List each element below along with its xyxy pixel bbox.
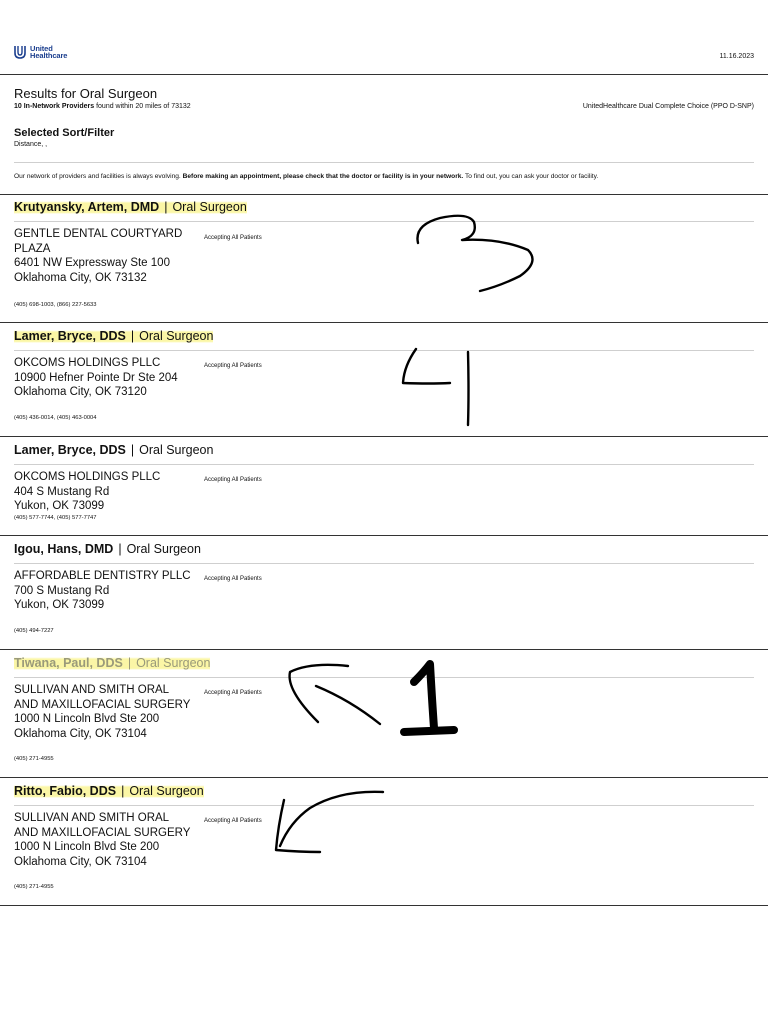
city-state-zip: Oklahoma City, OK 73104 xyxy=(14,727,147,740)
provider-name-row: Igou, Hans, DMD | Oral Surgeon xyxy=(14,542,201,556)
accepting-status: Accepting All Patients xyxy=(204,818,262,824)
sort-filter-title: Selected Sort/Filter xyxy=(14,127,115,139)
accepting-status: Accepting All Patients xyxy=(204,477,262,483)
city-state-zip: Oklahoma City, OK 73132 xyxy=(14,271,147,284)
facility-name: SULLIVAN AND SMITH ORAL AND MAXILLOFACIAL SURGERY xyxy=(14,812,191,839)
provider-phone: (405) 698-1003, (866) 227-5633 xyxy=(14,302,97,308)
city-state-zip: Oklahoma City, OK 73104 xyxy=(14,855,147,868)
street-address: 10900 Hefner Pointe Dr Ste 204 xyxy=(14,371,178,384)
accepting-status: Accepting All Patients xyxy=(204,235,262,241)
facility-name: OKCOMS HOLDINGS PLLC xyxy=(14,471,161,483)
accepting-status: Accepting All Patients xyxy=(204,363,262,369)
handwritten-number-1 xyxy=(404,664,454,732)
accepting-status: Accepting All Patients xyxy=(204,576,262,582)
notice-text: Our network of providers and facilities is always evolving. xyxy=(14,173,181,180)
provider-name-row: Tiwana, Paul, DDS | Oral Surgeon xyxy=(14,656,211,670)
city-state-zip: Oklahoma City, OK 73120 xyxy=(14,386,147,399)
provider-phone: (405) 271-4955 xyxy=(14,756,54,762)
facility-name: SULLIVAN AND SMITH ORAL AND MAXILLOFACIAL SURGERY xyxy=(14,684,191,711)
handwritten-arrow-down-left xyxy=(276,792,383,852)
handwritten-arrow-left xyxy=(290,665,380,724)
provider-name-row: Lamer, Bryce, DDS | Oral Surgeon xyxy=(14,443,214,457)
handwritten-number-4 xyxy=(403,349,469,425)
accepting-status: Accepting All Patients xyxy=(204,690,262,696)
plan-name: UnitedHealthcare Dual Complete Choice (PPO D-SNP) xyxy=(582,103,754,110)
search-location: found within 20 miles of 73132 xyxy=(96,103,191,110)
provider-name-row: Krutyansky, Artem, DMD | Oral Surgeon xyxy=(14,200,247,214)
city-state-zip: Yukon, OK 73099 xyxy=(14,500,105,513)
provider-phone: (405) 577-7744, (405) 577-7747 xyxy=(14,515,97,521)
notice-bold: Before making an appointment, please check that the doctor or facility is in your network. xyxy=(182,173,464,180)
facility-name: AFFORDABLE DENTISTRY PLLC xyxy=(14,570,191,582)
provider-phone: (405) 494-7227 xyxy=(14,628,54,634)
provider-name: Lamer, Bryce, DDS xyxy=(14,443,126,457)
facility-name: OKCOMS HOLDINGS PLLC xyxy=(14,357,161,369)
handwritten-number-3 xyxy=(417,216,532,291)
logo-line2: Healthcare xyxy=(30,51,68,60)
provider-name-row: Lamer, Bryce, DDS | Oral Surgeon xyxy=(14,329,214,343)
provider-specialty: Oral Surgeon xyxy=(172,200,247,214)
street-address: 1000 N Lincoln Blvd Ste 200 xyxy=(14,841,160,854)
provider-name: Krutyansky, Artem, DMD xyxy=(14,200,160,214)
sort-filter-value: Distance, , xyxy=(14,141,48,148)
provider-specialty: Oral Surgeon xyxy=(126,542,201,556)
city-state-zip: Yukon, OK 73099 xyxy=(14,599,105,612)
provider-name-row: Ritto, Fabio, DDS | Oral Surgeon xyxy=(14,784,204,798)
street-address: 404 S Mustang Rd xyxy=(14,485,110,498)
street-address: 6401 NW Expressway Ste 100 xyxy=(14,257,170,270)
results-title: Results for Oral Surgeon xyxy=(14,86,158,101)
street-address: 700 S Mustang Rd xyxy=(14,584,110,597)
provider-phone: (405) 436-0014, (405) 463-0004 xyxy=(14,415,97,421)
notice-text-2: To find out, you can ask your doctor or facility. xyxy=(464,173,599,180)
street-address: 1000 N Lincoln Blvd Ste 200 xyxy=(14,713,160,726)
report-date: 11.16.2023 xyxy=(719,53,754,60)
logo-line1: United xyxy=(30,44,53,53)
provider-specialty: Oral Surgeon xyxy=(129,784,204,798)
provider-specialty: Oral Surgeon xyxy=(136,656,211,670)
provider-phone: (405) 271-4955 xyxy=(14,884,54,890)
provider-name: Tiwana, Paul, DDS xyxy=(14,656,123,670)
provider-name: Ritto, Fabio, DDS xyxy=(14,784,117,798)
provider-specialty: Oral Surgeon xyxy=(139,443,214,457)
provider-specialty: Oral Surgeon xyxy=(139,329,214,343)
provider-name: Igou, Hans, DMD xyxy=(14,542,114,556)
provider-count: 10 In-Network Providers xyxy=(14,103,95,110)
provider-name: Lamer, Bryce, DDS xyxy=(14,329,126,343)
facility-name: GENTLE DENTAL COURTYARD PLAZA xyxy=(14,228,183,255)
